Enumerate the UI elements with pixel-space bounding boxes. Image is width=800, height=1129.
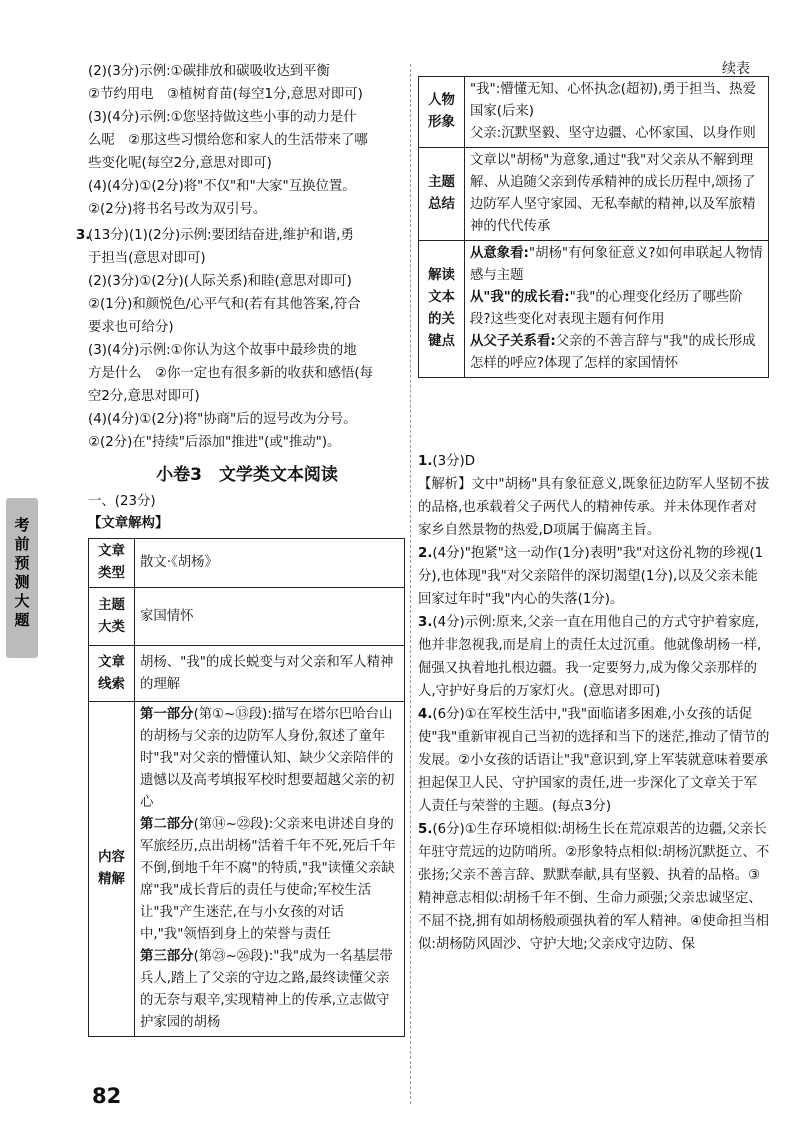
structure-table <box>88 538 405 1037</box>
table-head: 解读文本的关键点 <box>419 241 465 378</box>
text-line: 些变化呢(每空2分,意思对即可) <box>88 156 272 171</box>
question-3-answers <box>76 224 406 454</box>
text-line: 方是什么 ②你一定也有很多新的收获和感悟(每 <box>88 366 374 381</box>
content-part: 第三部分(第㉓~㉖段):"我"成为一名基层带兵人,踏上了父亲的守边之路,最终读懂父亲的无奈与艰辛,实现精神上的传承,立志做守护家园的胡杨 <box>140 949 393 1030</box>
reading-point: 从意象看:"胡杨"有何象征意义?如何串联起人物情感与主题 <box>470 246 763 283</box>
text-line: 要求也可给分) <box>88 320 174 335</box>
table-cell <box>135 702 405 1037</box>
reading-point: 从"我"的成长看:"我"的心理变化经历了哪些阶段?这些变化对表现主题有何作用 <box>470 290 743 327</box>
text-line: (4)(4分)①(2分)将"不仅"和"大家"互换位置。 <box>88 179 356 194</box>
text-line: (13分)(1)(2分)示例:要团结奋进,维护和谐,勇 <box>88 228 354 243</box>
table-cell: 胡杨、"我"的成长蜕变与对父亲和军人精神的理解 <box>135 646 405 702</box>
text-line: ②(2分)将书名号改为双引号。 <box>88 202 267 217</box>
answer-1-analysis: 【解析】文中"胡杨"具有象征意义,既象征边防军人坚韧不拔的品格,也承载着父子两代人的精神传承。并未体现作者对家乡自然景物的热爱,D项属于偏离主旨。 <box>418 477 770 538</box>
content-part: 第二部分(第⑭~㉒段):父亲来电讲述自身的军旅经历,点出胡杨"活着千年不死,死后千年不倒,倒地千年不腐"的特质,"我"读懂父亲缺席"我"成长背后的责任与使命;军校生活让"我"产生迷茫,在与小女孩的对话中,"我"领悟到身上的荣誉与责任 <box>140 817 396 942</box>
table-cell: 文章以"胡杨"为意象,通过"我"对父亲从不解到理解、从追随父亲到传承精神的成长历程中,颂扬了边防军人坚守家园、无私奉献的精神,以及军旅精神的代代传承 <box>465 148 769 241</box>
text-line: ②节约用电 ③植树育苗(每空1分,意思对即可) <box>88 87 363 102</box>
answer-1: 1.(3分)D <box>418 454 476 469</box>
text-line: (3)(4分)示例:①你认为这个故事中最珍贵的地 <box>88 343 357 358</box>
table-head: 文章类型 <box>89 539 135 588</box>
table-head: 人物形象 <box>419 77 465 148</box>
sidebar-char: 前 <box>14 535 30 553</box>
question-number: 3. <box>76 228 91 243</box>
text-line: 么呢 ②那这些习惯给您和家人的生活带来了哪 <box>88 133 368 148</box>
content-part: 第一部分(第①~⑬段):描写在塔尔巴哈台山的胡杨与父亲的边防军人身份,叙述了童年时"我"对父亲的懵懂认知、缺少父亲陪伴的遗憾以及高考填报军校时想要超越父亲的初心 <box>140 707 395 810</box>
answer-2: 2.(4分)"抱紧"这一动作(1分)表明"我"对这份礼物的珍视(1分),也体现"我"对父亲陪伴的深切渴望(1分),以及父亲未能回家过年时"我"内心的失落(1分)。 <box>418 546 764 607</box>
text-line: (2)(3分)示例:①碳排放和碳吸收达到平衡 <box>88 64 330 79</box>
answer-3: 3.(4分)示例:原来,父亲一直在用他自己的方式守护着家庭,他并非忽视我,而是肩上的责任太过沉重。他就像胡杨一样,倔强又执着地扎根边疆。我一定要努力,成为像父亲那样的人,守护好身后的万家灯火。(意思对即可) <box>418 615 762 699</box>
text-line: ②(2分)在"持续"后添加"推进"(或"推动")。 <box>88 435 341 450</box>
sidebar-char: 考 <box>14 516 30 534</box>
answer-5: 5.(6分)①生存环境相似:胡杨生长在荒凉艰苦的边疆,父亲长年驻守荒远的边防哨所。②形象特点相似:胡杨沉默挺立、不张扬;父亲不善言辞、默默奉献,具有坚毅、执着的品格。③精神意志相似:胡杨千年不倒、生命力顽强;父亲忠诚坚定、不屈不挠,拥有如胡杨般顽强执着的军人精神。④使命担当相似:胡杨防风固沙、守护大地;父亲戍守边防、保 <box>418 822 770 952</box>
text-line: 空2分,意思对即可) <box>88 389 200 404</box>
table-head: 主题大类 <box>89 588 135 646</box>
table-cell: 散文·《胡杨》 <box>135 539 405 588</box>
column-divider <box>410 64 411 1104</box>
sidebar-char: 题 <box>14 611 30 629</box>
table-head: 主题总结 <box>419 148 465 241</box>
text-line: (2)(3分)①(2分)(人际关系)和睦(意思对即可) <box>88 274 352 289</box>
text-line: ②(1分)和颜悦色/心平气和(若有其他答案,符合 <box>88 297 361 312</box>
text-line: (4)(4分)①(2分)将"协商"后的逗号改为分号。 <box>88 412 357 427</box>
answers-block <box>418 450 770 956</box>
part-one-label: 一、(23分) <box>88 494 156 509</box>
table-cell: "我":懵懂无知、心怀执念(超初),勇于担当、热爱国家(后来) 父亲:沉默坚毅、坚守边疆、心怀家国、以身作则 <box>465 77 769 148</box>
sidebar-char: 大 <box>14 592 30 610</box>
table-head: 内容精解 <box>89 702 135 1037</box>
continued-table <box>418 76 769 378</box>
answer-4: 4.(6分)①在军校生活中,"我"面临诸多困难,小女孩的话促使"我"重新审视自己当初的选择和当下的迷茫,推动了情节的发展。②小女孩的话语让"我"意识到,穿上军装就意味着要承担起保卫人民、守护国家的责任,进一步深化了文章关于军人责任与荣誉的主题。(每点3分) <box>418 707 770 814</box>
sidebar-char: 预 <box>14 554 30 572</box>
page-number: 82 <box>92 1084 122 1108</box>
analysis-label: 【文章解构】 <box>88 516 169 531</box>
left-top-answers <box>88 60 406 221</box>
text-line: (3)(4分)示例:①您坚持做这些小事的动力是什 <box>88 110 357 125</box>
table-head: 文章线索 <box>89 646 135 702</box>
table-cell <box>465 241 769 378</box>
section-title: 小卷3 文学类文本阅读 <box>156 465 338 485</box>
continued-label: 续表 <box>722 61 750 77</box>
table-cell: 家国情怀 <box>135 588 405 646</box>
sidebar-tab <box>6 498 38 658</box>
sidebar-char: 测 <box>14 573 30 591</box>
reading-point: 从父子关系看:父亲的不善言辞与"我"的成长形成怎样的呼应?体现了怎样的家国情怀 <box>470 334 756 371</box>
text-line: 于担当(意思对即可) <box>88 251 206 266</box>
